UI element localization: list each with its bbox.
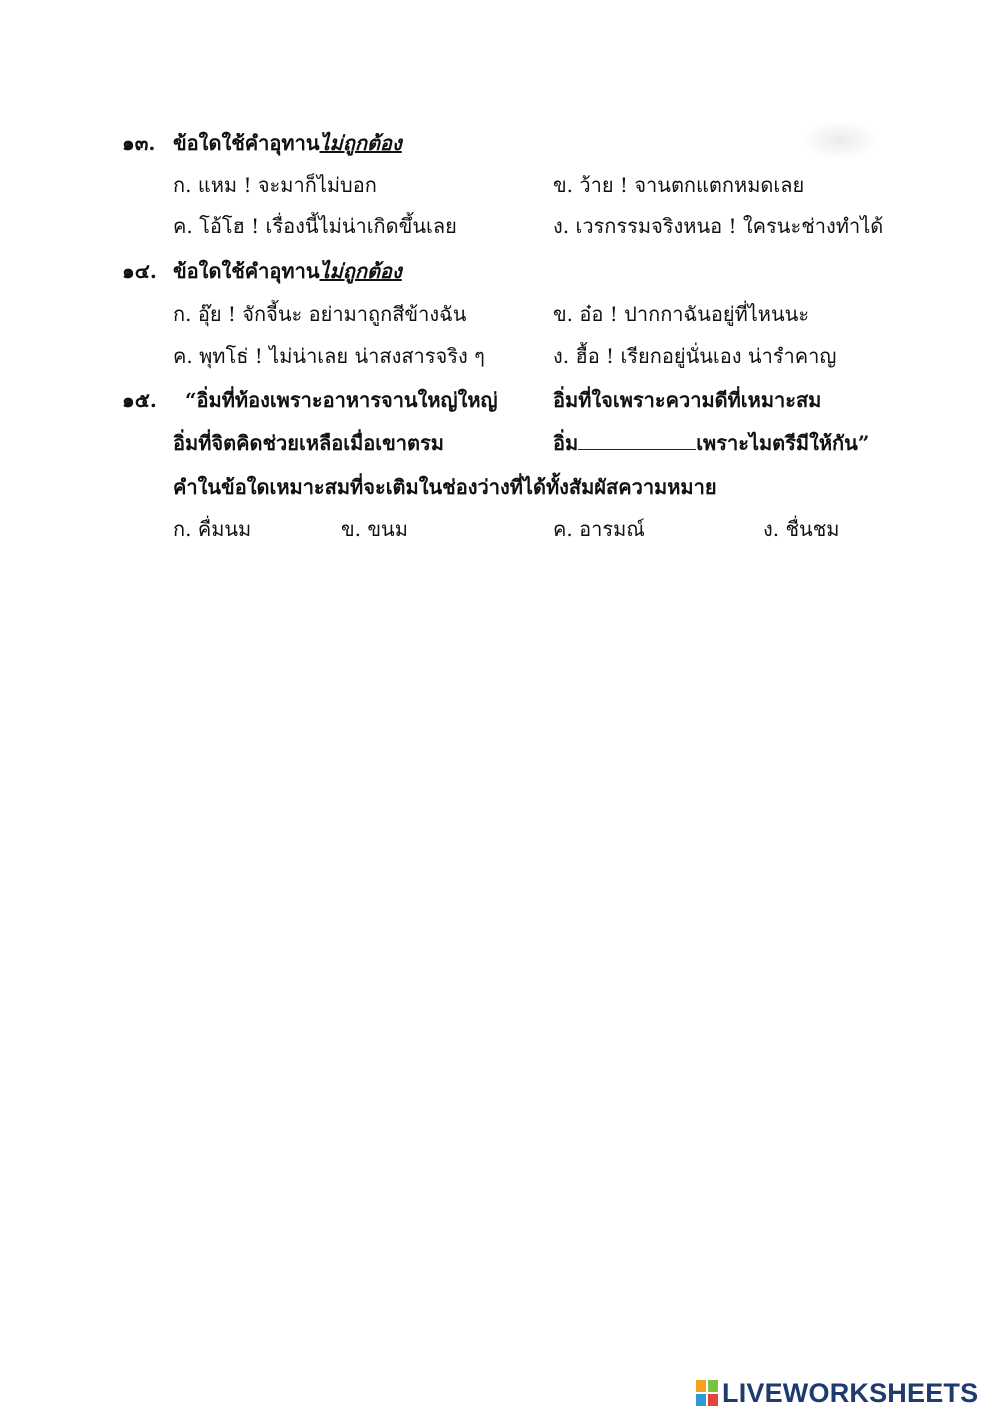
option-a: ก. อุ๊ย ! จักจี้นะ อย่ามาถูกสีข้างฉัน: [173, 302, 467, 326]
option-b: ข. ว้าย ! จานตกแตกหมดเลย: [553, 173, 805, 197]
option-c: ค. อารมณ์: [553, 517, 645, 541]
poem-line2-left: อิ่มที่จิตคิดช่วยเหลือเมื่อเขาตรม: [173, 431, 444, 455]
poem-line1-right: อิ่มที่ใจเพราะความดีที่เหมาะสม: [553, 388, 822, 412]
negation-emphasis: ไม่ถูกต้อง: [319, 131, 402, 155]
logo-text: LIVEWORKSHEETS: [722, 1377, 979, 1408]
option-d: ง. เวรกรรมจริงหนอ ! ใครนะช่างทำได้: [553, 214, 884, 238]
option-c: ค. โอ้โฮ ! เรื่องนี้ไม่น่าเกิดขึ้นเลย: [173, 214, 457, 238]
poem-word-before-blank: อิ่ม: [553, 431, 579, 455]
poem-line2-right: [553, 430, 869, 456]
stem-text: ข้อใดใช้คำอุทาน: [173, 131, 320, 155]
option-b: ข. อ๋อ ! ปากกาฉันอยู่ที่ไหนนะ: [553, 302, 810, 326]
option-d: ง. ชื่นชม: [763, 517, 840, 541]
poem-word-after-blank: เพราะไมตรีมีให้กัน”: [696, 431, 870, 455]
option-d: ง. ฮื้อ ! เรียกอยู่นั่นเอง น่ารำคาญ: [553, 344, 837, 368]
option-b: ข. ขนม: [341, 517, 408, 541]
negation-emphasis: ไม่ถูกต้อง: [319, 259, 402, 283]
scan-smudge: [800, 120, 880, 160]
option-c: ค. พุทโธ่ ! ไม่น่าเลย น่าสงสารจริง ๆ: [173, 344, 485, 368]
question-number: ๑๓.: [122, 131, 156, 155]
option-a: ก. คื่มนม: [173, 517, 252, 541]
option-a: ก. แหม ! จะมาก็ไม่บอก: [173, 173, 377, 197]
poem-line1-left: “อิ่มที่ท้องเพราะอาหารจานใหญ่ใหญ่: [185, 388, 498, 412]
question-stem: [173, 258, 402, 284]
question-number: ๑๕.: [122, 388, 157, 412]
question-number: ๑๔.: [122, 259, 157, 283]
question-text: คำในข้อใดเหมาะสมที่จะเติมในช่องว่างที่ได้ทั้งสัมผัสความหมาย: [173, 475, 717, 499]
fill-in-blank[interactable]: [578, 431, 696, 450]
question-stem: [173, 130, 402, 156]
stem-text: ข้อใดใช้คำอุทาน: [173, 259, 320, 283]
logo-icon: [696, 1380, 718, 1406]
liveworksheets-logo: [696, 1378, 978, 1408]
